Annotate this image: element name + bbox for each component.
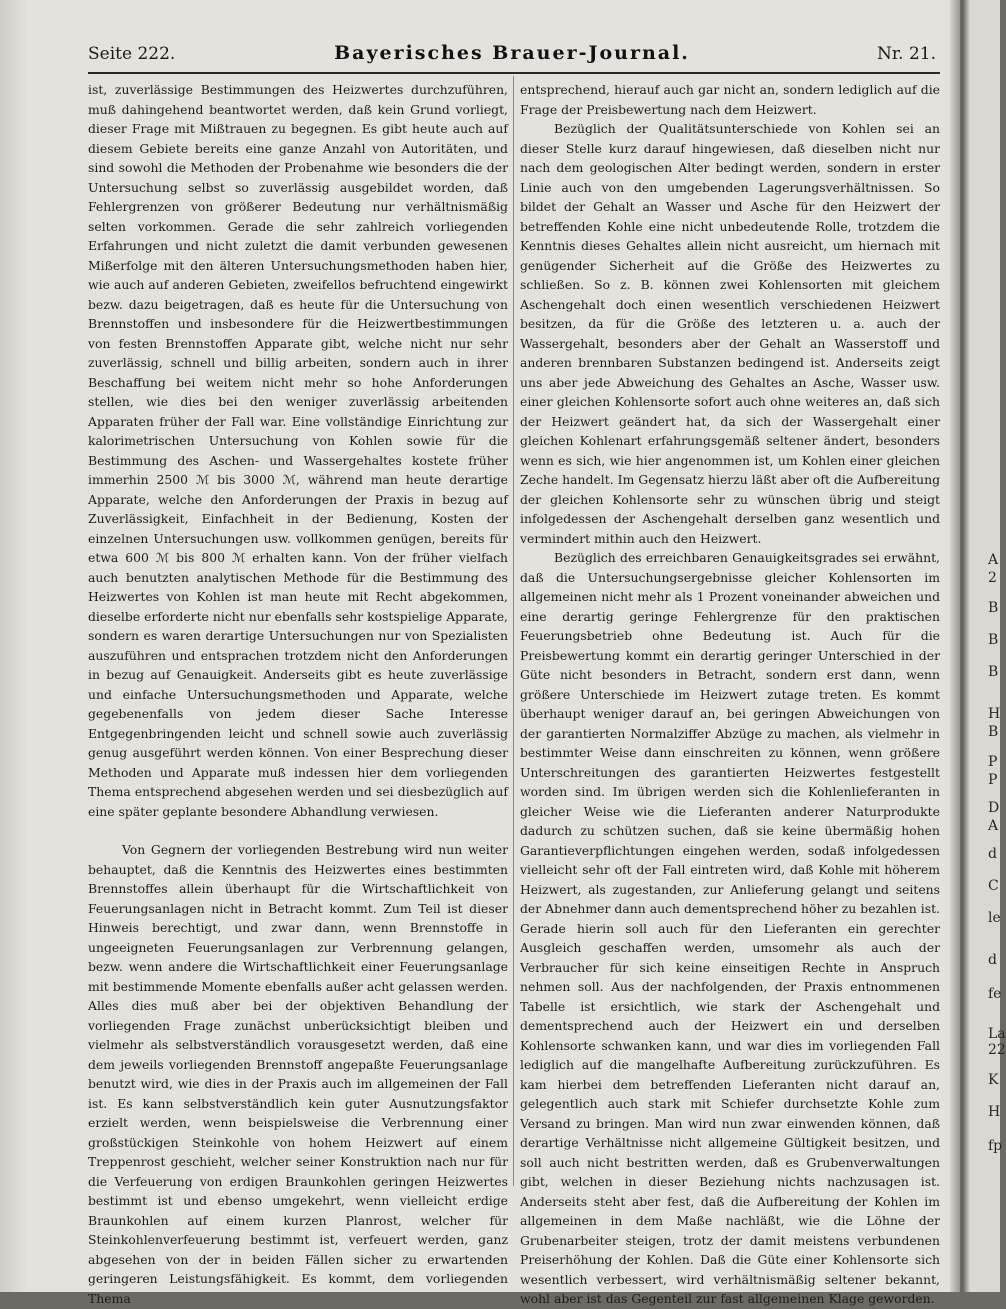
adjacent-fragment: 22 [988,1042,1006,1058]
adjacent-page-gutter [962,0,970,1292]
adjacent-fragment: H [988,706,1001,722]
adjacent-fragment: D [988,800,1000,816]
adjacent-fragment: C [988,878,999,894]
page-binding-shadow [0,0,28,1292]
page-header [88,42,936,72]
adjacent-fragment: A [988,552,999,568]
left-paragraph-2: Von Gegnern der vorliegenden Bestrebung wird nun weiter behauptet, daß die Kenntnis des Heizwertes eines bestimmten Brennstoffes allein überhaupt für die Wirtschaftlichkeit von Feuerungsanlagen nicht in Betracht kommt. Zum Teil ist dieser Hinweis berechtigt, und zwar dann, wenn Brennstoffe in ungeeigneten Feuerungsanlagen zur Verbrennung gelangen, bezw. wenn andere die Wirtschaftlichkeit einer Feuerungsanlage mit bestimmende Momente ebenfalls außer acht gelassen werden. Alles dies muß aber bei der objektiven Behandlung der vorliegenden Frage zunächst unberücksichtigt bleiben und vielmehr als selbstverständlich vorausgesetzt werden, daß eine dem jeweils vorliegenden Brennstoff angepaßte Feuerungsanlage benutzt wird, wie dies in der Praxis auch im allgemeinen der Fall ist. Es kann selbstverständlich kein guter Ausnutzungsfaktor erzielt werden, wenn beispielsweise die Verbrennung einer großstückigen Steinkohle von hohem Heizwert auf einem Treppenrost geschieht, welcher seiner Konstruktion nach nur für die Verfeuerung von erdigen Braunkohlen geringen Heizwertes bestimmt ist und ebenso umgekehrt, wenn vielleicht erdige Braunkohlen auf einem kurzen Planrost, welcher für Steinkohlenverfeuerung bestimmt ist, verfeuert werden, ganz abgesehen von der in beiden Fällen sicher zu erwartenden geringeren Leistungsfähigkeit. Es kommt, dem vorliegenden Thema [88,842,508,1306]
right-paragraph-1: entsprechend, hierauf auch gar nicht an, sondern lediglich auf die Frage der Preisbewertung nach dem Heizwert. [520,82,940,117]
issue-number: Nr. 21. [877,44,936,64]
adjacent-fragment: La [988,1026,1006,1042]
adjacent-fragment: fp [988,1138,1003,1154]
adjacent-fragment: K [988,1072,999,1088]
adjacent-fragment: fe [988,986,1002,1002]
adjacent-page [962,0,1006,1292]
page-edge [950,0,960,1292]
journal-title: Bayerisches Brauer-Journal. [334,42,690,64]
header-divider [88,72,940,74]
adjacent-fragment: d [988,952,997,968]
adjacent-fragment: B [988,724,999,740]
adjacent-fragment: 2 [988,570,997,586]
adjacent-fragment: B [988,664,999,680]
adjacent-fragment: P [988,754,998,770]
adjacent-fragment: d [988,846,997,862]
column-divider [513,76,514,1186]
page-number-label: Seite 222. [88,44,176,64]
right-paragraph-3: Bezüglich des erreichbaren Genauigkeitsgrades sei erwähnt, daß die Untersuchungsergebnisse gleicher Kohlensorten im allgemeinen nicht mehr als 1 Prozent voneinander abweichen und eine derartig geringe Fehlergrenze für den praktischen Feuerungsbetrieb ohne Bedeutung ist. Auch für die Preisbewertung kommt ein derartig geringer Unterschied in der Güte nicht besonders in Betracht, sondern erst dann, wenn größere Unterschiede im Heizwert zutage treten. Es kommt überhaupt weniger darauf an, bei geringen Abweichungen von der garantierten Normalziffer Abzüge zu machen, als vielmehr in bestimmter Weise dann einschreiten zu können, wenn größere Unterschreitungen des garantierten Heizwertes festgestellt worden sind. Im übrigen werden sich die Kohlenlieferanten in gleicher Weise wie die Lieferanten anderer Naturprodukte dadurch zu schützen suchen, daß sie keine übermäßig hohen Garantieverpflichtungen eingehen werden, sodaß infolgedessen vielleicht sehr oft der Fall eintreten wird, daß Kohle mit höherem Heizwert, als zugestanden, zur Anlieferung gelangt und seitens der Abnehmer dann auch dementsprechend höher zu bezahlen ist. Gerade hierin soll auch für den Lieferanten ein gerechter Ausgleich geschaffen werden, umsomehr als auch der Verbraucher für sich keine einseitigen Rechte in Anspruch nehmen soll. Aus der nachfolgenden, der Praxis entnommenen Tabelle ist ersichtlich, wie stark der Aschengehalt und dementsprechend auch der Heizwert ein und derselben Kohlensorte schwanken kann, und war dies im vorliegenden Fall lediglich auf die mangelhafte Aufbereitung zurückzuführen. Es kam hierbei dem betreffenden Lieferanten nicht darauf an, gelegentlich auch stark mit Schiefer durchsetzte Kohle zum Versand zu bringen. Man wird nun zwar einwenden können, daß derartige Verhältnisse nicht allgemeine Gültigkeit besitzen, und soll auch nicht bestritten werden, daß es Grubenverwaltungen gibt, welchen in dieser Beziehung nichts nachzusagen ist. Anderseits steht aber fest, daß die Aufbereitung der Kohlen im allgemeinen in dem Maße nachläßt, wie die Löhne der Grubenarbeiter steigen, trotz der damit meistens verbundenen Preiserhöhung der Kohlen. Daß die Güte einer Kohlensorte sich wesentlich verbessert, wird verhältnismäßig seltener bekannt, wohl aber ist das Gegenteil zur fast allgemeinen Klage geworden. [520,550,940,1306]
adjacent-fragment: A [988,818,999,834]
adjacent-fragment: B [988,632,999,648]
adjacent-fragment: le [988,910,1001,926]
right-paragraph-2: Bezüglich der Qualitätsunterschiede von Kohlen sei an dieser Stelle kurz darauf hingewiesen, daß dieselben nicht nur nach dem geologischen Alter bedingt werden, sondern in erster Linie auch von den umgebenden Lagerungsverhältnissen. So bildet der Gehalt an Wasser und Asche für den Heizwert der betreffenden Kohle eine nicht unbedeutende Rolle, trotzdem die Kenntnis dieses Gehaltes allein nicht ausreicht, um hiernach mit genügender Sicherheit auf die Größe des Heizwertes zu schließen. So z. B. können zwei Kohlensorten mit gleichem Aschengehalt doch einen wesentlich verschiedenen Heizwert besitzen, da für die Größe des letzteren u. a. auch der Wassergehalt, besonders aber der Gehalt an Wasserstoff und anderen brennbaren Substanzen bedingend ist. Anderseits zeigt uns aber jede Abweichung des Gehaltes an Asche, Wasser usw. einer gleichen Kohlensorte sofort auch ohne weiteres an, daß sich der Heizwert geändert hat, da sich der Wassergehalt einer gleichen Kohlenart erfahrungsgemäß seltener ändert, besonders wenn es sich, wie hier angenommen ist, um Kohlen einer gleichen Zeche handelt. Im Gegensatz hierzu läßt aber oft die Aufbereitung der gleichen Kohlensorte sehr zu wünschen übrig und steigt infolgedessen der Aschengehalt derselben ganz wesentlich und vermindert mithin auch den Heizwert. [520,121,940,546]
right-column [520,80,940,1309]
adjacent-fragment: H [988,1104,1001,1120]
adjacent-fragment: B [988,600,999,616]
adjacent-fragment: P [988,772,998,788]
left-paragraph-1: ist, zuverlässige Bestimmungen des Heizwertes durchzuführen, muß dahingehend beantwortet werden, daß kein Grund vorliegt, dieser Frage mit Mißtrauen zu begegnen. Es gibt heute auch auf diesem Gebiete bereits eine ganze Anzahl von Autoritäten, und sind sowohl die Methoden der Probenahme wie besonders die der Untersuchung selbst so zuverlässig ausgebildet worden, daß Fehlergrenzen von größerer Bedeutung nur verhältnismäßig selten vorkommen. Gerade die sehr zahlreich vorliegenden Erfahrungen und nicht zuletzt die damit verbunden gewesenen Mißerfolge mit den älteren Untersuchungsmethoden haben hier, wie auch auf anderen Gebieten, zweifellos befruchtend eingewirkt bezw. dazu beigetragen, daß es heute für die Untersuchung von Brennstoffen und insbesondere für die Heizwertbestimmungen von festen Brennstoffen Apparate gibt, welche nicht nur sehr zuverlässig, schnell und billig arbeiten, sondern auch in ihrer Beschaffung bei weitem nicht mehr so hohe Anforderungen stellen, wie dies bei den weniger zuverlässig arbeitenden Apparaten früher der Fall war. Eine vollständige Einrichtung zur kalorimetrischen Untersuchung von Kohlen sowie für die Bestimmung des Aschen- und Wassergehaltes kostete früher immerhin 2500 ℳ bis 3000 ℳ, während man heute derartige Apparate, welche den Anforderungen der Praxis in bezug auf Zuverlässigkeit, Einfachheit in der Bedienung, Kosten der einzelnen Untersuchungen usw. vollkommen genügen, bereits für etwa 600 ℳ bis 800 ℳ erhalten kann. Von der früher vielfach auch benutzten analytischen Methode für die Bestimmung des Heizwertes von Kohlen ist man heute mit Recht abgekommen, dieselbe erforderte nicht nur ebenfalls sehr kostspielige Apparate, sondern es waren derartige Untersuchungen nur von Spezialisten auszuführen und entsprachen trotzdem nicht den Anforderungen in bezug auf Genauigkeit. Anderseits gibt es heute zuverlässige und einfache Untersuchungsmethoden und Apparate, welche gegebenenfalls von jedem dieser Sache Interesse Entgegenbringenden leicht und schnell sowie auch zuverlässig genug ausgeführt werden können. Von einer Besprechung dieser Methoden und Apparate muß indessen hier dem vorliegenden Thema entsprechend abgesehen werden und sei diesbezüglich auf eine später geplante besondere Abhandlung verwiesen. [88,82,508,819]
left-column [88,80,508,1308]
